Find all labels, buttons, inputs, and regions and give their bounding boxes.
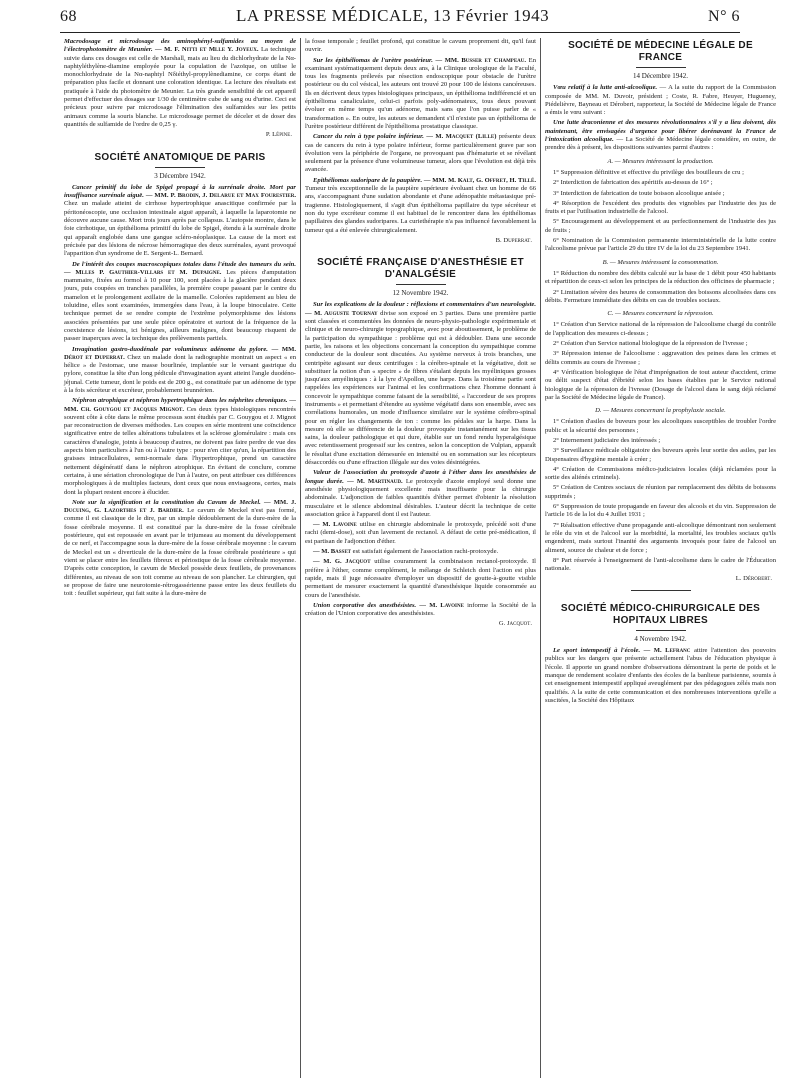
divider — [631, 590, 691, 591]
article-body: Chez un malade atteint de cirrhose hypertrophique anascitique confirmée par la péritonéoscopie, une occlusion intestinale aiguë apparaît, à laquelle la laparotomie ne découvre aucune cause. Mort trois jours après par collapsus. L'autopsie montre, dans le foie cirrhotique, un épithélioma primitif du lobe de Spigel, étendu à la surrénale droite qui apparaît englobée dans une gangue scléro-néoplasique. La cause de la mort est précisée par des lésions de nécrose hémorragique des deux surrénales, ayant provoqué l'apparition d'un syndrome de E. Sergent-L. Bernard. — [64, 200, 296, 258]
article-authors: — M. Martinaud. — [347, 477, 403, 485]
article-body: divise son exposé en 3 parties. Dans une première partie sont classées et commentées les données de neuro-physio-pathologie expérimentale et clinique et de neuro-chirurgie topographique, avec pour aboutissement, le problème de la participation du sympathique : problème qui est à dédoubler. Dans une seconde partie, les raisons et les objections concernant la conception du sympathique comme conducteur de la douleur sont discutées. Au système nerveux à trois branches, une centripète agissant sur deux centrifuges : la cérébro-spinale et la végétative, doit se substituer la notion d'un « spectre » de fibres s'étalant depuis les myéliniques grosses jusqu'aux amyéliniques : à la lyre d'Apollon, une harpe. Dans la troisième partie sont rappelées les expériences sur l'animal et les confirmations chez l'homme donnant à concevoir le sympathique comme faisant de la sensibilité, « l'accordeur de ses propres instruments » et permettant d'étendre au système végétatif dans son ensemble, avec ses corrélations humorales, un mode d'influence similaire sur le système cérébro-spinal pour en régler les changements de ton : comme les pédales sur la harpe. Dans la mesure où elle se différencie de la douleur provoquée instantanément sur les tissus sains, la douleur pathologique et qui dure, établie sur un fond rendu hyperalgésique avec retentissement progressif sur les centres, selon la conception de Vulpian, apparaît le résultat d'une excitation démesurée en intensité ou en sommation sur les récepteurs désaccordés ou d'une effraction illégale sur des voies désintégrées. — [305, 309, 537, 467]
measure-item: 3° Interdiction de fabrication de toute boisson alcoolique anisée ; — [553, 189, 725, 197]
measure-item: 6° Suppression de toute propagande en faveur des alcools et du vin. Suppression de l'article 16 de la loi du 4 Juillet 1931 ; — [545, 503, 776, 519]
measure-item: 4° Vérification biologique de l'état d'imprégnation de tout auteur d'accident, crime ou délit suspect d'état d'ébriété selon les bases établies par le Service national biologique de la répression de l'ivresse (Dosage de l'alcool dans le sang déjà réclamé par la Société de Médecine légale de France). — [545, 368, 776, 401]
measure-item: 4° Création de Commissions médico-judiciaires locales (déjà réclamées pour la sortie des aliénés criminels). — [545, 465, 776, 482]
signature: P. Lépine. — [265, 131, 292, 139]
article-authors: — MM. J. Ducuing, G. Lazorthes et J. Bardier. — [64, 498, 296, 515]
article — [64, 499, 296, 599]
article-body: — La Société de Médecine légale considère, en outre, de prendre dès à présent, les dispositions suivantes parmi d'autres : — [545, 136, 776, 152]
measure-item: 1° Création d'un Service national de la répression de l'alcoolisme chargé du contrôle de l'application des mesures ci-dessus ; — [545, 321, 776, 337]
article-body: présente deux cas de cancers du rein à type polaire inférieur, forme particulièrement grave par son évolution vers la périphérie de l'organe, ne provoquant pas d'hématurie et se révélant seulement par la présence d'une volumineuse tumeur, alors que l'évolution est déjà très avancée. — [305, 133, 536, 174]
article — [305, 558, 536, 599]
article — [64, 346, 296, 396]
article-body: est satisfait également de l'association rachi-protoxyde. — [352, 548, 499, 556]
article-list — [64, 184, 296, 599]
section-rule — [155, 167, 205, 168]
article — [305, 521, 536, 546]
section-rule — [636, 67, 686, 68]
article-title: Union corporative des anesthésistes. — [313, 601, 417, 609]
article — [64, 397, 296, 497]
article-authors: — M. Lavoine — [419, 601, 464, 609]
article-title: Une lutte draconienne et des mesures révolutionnaires s'il y a lieu doivent, dès maintenant, être envisagées d'urgence pour libérer dorénavant la France de l'intoxication alcoolique. — [545, 119, 776, 144]
article-body: — A la suite du rapport de la Commission composée de MM. M. Duvoir, président ; Coste, R. Fabre, Heuyer, Hugueney, Piédelièvre, Bayneau et Dérobert, rapporteur, la Société de Médecine légale de France a émis le vœu suivant : — [545, 84, 776, 117]
article-title: Macrodosage et microdosage des aminophényl-sulfamides au moyen de l'électrophotomètre de Meunier. — [64, 38, 296, 54]
measure-item: 2° Limitation sévère des heures de consommation des boissons alcoolisées dans ces débits. Fermeture immédiate des débits en cas de troubles sociaux. — [545, 288, 776, 304]
section-date: 14 Décembre 1942. — [632, 72, 688, 80]
article-authors: — M. F. Nitti et Mlle Y. Joyeux. — [155, 46, 259, 54]
article — [305, 177, 536, 235]
section-title: SOCIÉTÉ DE MÉDECINE LÉGALE DE FRANCE — [568, 40, 753, 63]
article-title: Note sur la signification et la constitution du Cavum de Meckel. — [72, 498, 261, 506]
issue-number: N° 6 — [708, 8, 740, 25]
article-authors: — MM. P. Brodin, J. Delarue et Max Fourestier. — [145, 192, 296, 200]
article-authors: — MM. Dérot et Duperrat. — [64, 345, 296, 361]
article-authors: — Mlles P. Gauthier-Villars et M. Dupaigne. — [64, 268, 222, 276]
measure-item: 3° Surveillance médicale obligatoire des buveurs après leur sortie des asiles, par les Dispensaires d'hygiène mentale à créer ; — [545, 447, 776, 463]
section-date: 4 Novembre 1942. — [634, 634, 687, 643]
article-title: Vœu relatif à la lutte anti-alcoolique. — [553, 84, 658, 92]
article — [305, 548, 536, 556]
section-date: 3 Décembre 1942. — [154, 171, 206, 180]
article-authors: — MM. Ch. Gouygou et Jacques Mignot. — [64, 397, 296, 413]
article — [545, 647, 776, 705]
measure-item: 2° Création d'un Service national biologique de la répression de l'ivresse ; — [553, 340, 748, 348]
article — [64, 38, 296, 129]
article-body: informe la Société de la création de l'Union corporative des anesthésistes. — [305, 601, 536, 618]
column-2 — [300, 38, 540, 1078]
article-list — [305, 57, 536, 235]
signature: B. Duperrat. — [495, 236, 532, 244]
signature: L. Dérobert. — [735, 575, 772, 583]
article-body: La technique suivie dans ces dosages est celle de Marshall, mais au lieu du dichlorhydrate de la Nα-naphtyléthylène-diamine employée pour la copulation de l'azoïque, on utilise le monochlorhydrate de la Nα-naphtyl Nδiéthyl-propylènediamine, ce corps étant de préparation plus facile et donnant une coloration identique. La lecture des résultats est pratiquée à l'aide du photomètre de Meunier. La très grande sensibilité de cet appareil permet d'effectuer des dosages sur 1/30 de centimètre cube de sang ou d'urine. Ceci est précieux pour suivre par microdosage l'élimination des sulfamides sur les petits animaux comme la souris blanche. Le microdosage permet de déceler et de doser des quantités de sulfamide de l'ordre de 0,25 γ. — [64, 46, 297, 128]
article — [305, 301, 536, 467]
article-title: Cancer du rein à type polaire inférieur. — [313, 133, 424, 141]
article — [545, 119, 776, 152]
article-title: Cancer primitif du lobe de Spigel propagé à la surrénale droite. Mort par insuffisance surrénale aiguë. — [64, 183, 296, 200]
article-authors: — MM. Busser et Champeau. — [435, 56, 527, 64]
measure-item: 8° Part réservée à l'enseignement de l'anti-alcoolisme dans le cadre de l'Éducation nationale. — [545, 556, 776, 573]
measure-item: 2° Internement judiciaire des intéressés ; — [553, 436, 661, 444]
measures-list — [545, 158, 776, 574]
article-authors: — M. Lavoine — [313, 521, 357, 529]
article-body: Chez un malade dont la radiographie montrait un aspect « en hélice » de l'estomac, une masse bourlinée, implantée sur le versant gastrique du pylore, constitue la tête d'un long pédicule d'invagination ayant atteint l'angle duodéno-jéjunal. Cette tumeur, dont le poids est de 200 g., est constituée par un adénome de type à la fois sécréteur et excréteur, probablement brunnérien. — [64, 353, 296, 394]
section-rule — [396, 284, 446, 285]
measure-item: 5° Encouragement au développement et au perfectionnement de l'industrie des jus de fruits ; — [545, 218, 776, 234]
article — [64, 261, 296, 344]
section-title: SOCIÉTÉ FRANÇAISE D'ANESTHÉSIE ET D'ANALGÉSIE — [317, 257, 524, 281]
measure-item: 7° Réalisation effective d'une propagande anti-alcoolique démontrant non seulement le rôle du vin et de l'alcool sur la morbidité, la mortalité, les troubles sociaux qu'ils engendrent, mais surtout l'inanité des arguments invoqués pour faire de l'alcool un aliment, source de chaleur et de force ; — [545, 521, 776, 554]
measure-item: 4° Résorption de l'excédent des produits des vignobles par l'industrie des jus de fruits et par l'utilisation industrielle de l'alcool. — [545, 199, 776, 216]
article-authors: — M. Lefranc — [643, 647, 691, 655]
article-title: Invagination gastro-duodénale par volumineux adénome du pylore. — [72, 345, 268, 353]
running-head — [60, 6, 740, 33]
article — [305, 57, 536, 132]
article-title: Sur les explications de la douleur : réflexions et commentaires d'un neurologiste. — [313, 301, 536, 309]
section-rule — [636, 630, 686, 631]
article — [545, 84, 776, 117]
column-1 — [60, 38, 300, 1078]
article-title: Le sport intempestif à l'école. — [553, 647, 641, 655]
article — [305, 133, 536, 174]
measure-item: 5° Création de Centres sociaux de réunion par remplacement des débits de boissons supprimés ; — [545, 484, 776, 500]
page-number: 68 — [60, 8, 77, 25]
measures-heading: D. — Mesures concernant la prophylaxie sociale. — [595, 407, 726, 415]
article-title: Sur les épithéliomas de l'urètre postérieur. — [313, 56, 433, 64]
measure-item: 1° Réduction du nombre des débits calculé sur la base de 1 débit pour 450 habitants et répartition de ceux-ci selon les principes de la réduction des officines de pharmacie ; — [545, 269, 776, 286]
article-authors: — M. G. Jacquot — [313, 558, 371, 566]
measure-item: 3° Répression intense de l'alcoolisme : aggravation des peines dans les crimes et délits commis au cours de l'ivresse ; — [545, 350, 776, 366]
measure-item: 6° Nomination de la Commission permanente interministérielle de la lutte contre l'alcoolisme prévue par l'article 29 du titre IV de la loi du 23 Septembre 1941. — [545, 237, 776, 253]
article-body: Tumeur très exceptionnelle de la paupière supérieure évoluant chez un homme de 66 ans, s'accompagnant d'une sudation abondante et d'une adénopathie métastasique pré-tragienne. Histologiquement, il s'agit d'un épithélioma papillaire du type sécréteur et non du type excréteur comme il est habituel de le rencontrer dans les épithéliomas papillaires des glandes sudoripares. La curiethérapie n'a pas influencé favorablement la tumeur qui a été enlevée chirurgicalement. — [305, 185, 536, 234]
measures-heading: C. — Mesures concernant la répression. — [607, 310, 714, 318]
article-list — [305, 301, 536, 618]
article-title: Valeur de l'association du protoxyde d'azote à l'éther dans les anesthésies de longue durée. — [305, 469, 536, 485]
column-3 — [540, 38, 780, 1078]
section-date: 12 Novembre 1942. — [392, 289, 449, 298]
article-body: Le cavum de Meckel n'est pas formé, comme il est classique de le dire, par un simple dédoublement de la dure-mère de la fosse cérébrale moyenne. Il est constitué par la dure-mère de la fosse cérébrale postérieure, qui est repoussée en avant par le trijumeau au moment du développement de ce nerf, et l'accompagne sous la dure-mère de la fosse cérébrale moyenne : le cavum de Meckel est un « diverticule de la dure-mère de la fosse cérébrale postérieure » qui vient se placer entre les feuillets fibreux et périostique de la fosse cérébrale moyenne. D'après cette conception, le cavum de Meckel possède deux feuillets, de provenances différentes, au niveau de son toit comme au niveau de son plancher. Le chirurgien, qui se propose de faire une neurotomie-rétrogassérienne passe entre les deux feuillets du toit : feuillet supérieur, qui fait suite à la dure-mère de — [64, 507, 296, 598]
article-body: Ces deux types histologiques rencontrés souvent côte à côte dans le même processus sont étudiés par C. Gouygou et J. Mignot par reconstruction de diverses méthodes. Les coupes en série montrent une coïncidence significative entre de telles altérations tubulaires et la sclérose glomérulaire : mais ces caractères d'analogie, joints à beaucoup d'autres, ne doivent pas faire perdre de vue des aspects bien particuliers à l'un ou à l'autre type : pour n'en citer qu'un, la répartition des graisses intracellulaires, semi-normale dans l'hypertrophique, prend un caractère nettement dégénératif dans le néphron atrophique. En évitant de conclure, comme certains, à une sériation chronologique de l'un à l'autre, on peut attribuer ces différences morphologiques à de multiples facteurs, dont ceux que nous envisageons, certes, mais dont la plupart restent encore à élucider. — [64, 405, 296, 496]
article-title: Epithéliomas sudoripare de la paupière. — [313, 176, 423, 184]
article — [64, 184, 296, 259]
measure-item: 1° Création d'asiles de buveurs pour les alcooliques susceptibles de troubler l'ordre public et la sécurité des personnes ; — [545, 418, 776, 434]
article-body: utilise en chirurgie abdominale le protoxyde, précédé soit d'une rachi (demi-dose), soit d'un lavement de rectanol. A défaut de cette pré-médication, il est partisan de l'adjonction d'éther. — [305, 521, 536, 545]
article-authors: — MM. M. Kalt, G. Offret, H. Tillé. — [423, 176, 536, 184]
article-body: attire l'attention des pouvoirs publics sur les dangers que présente actuellement l'abus de l'éducation physique à l'école. Il apporte un grand nombre d'observations démontrant la perte de poids et le manque de rendement scolaire d'enfants des écoles de la banlieue parisienne, soumis à cet enseignement intempestif appliqué aveuglément par des pédagogues zélés mais non qualifiés. A la suite de cette communication et des nombreuses interventions qu'elle a suscitées, la Société des Hôpitaux — [545, 647, 776, 704]
article-title: Néphron atrophique et néphron hypertrophique dans les néphrites chroniques. — [72, 397, 288, 405]
article-continuation: la fosse temporale ; feuillet profond, qui constitue le cavum proprement dit, qu'il faut ouvrir. — [305, 38, 536, 54]
measures-heading: B. — Mesures intéressant la consommation. — [602, 258, 719, 266]
article-authors: — M. Basset — [313, 548, 352, 556]
signature: G. Jacquot. — [498, 620, 532, 628]
article — [305, 469, 536, 519]
article-title: De l'intérêt des coupes macroscopiques totales dans l'étude des tumeurs du sein. — [72, 260, 296, 268]
article-body: Le protoxyde d'azote employé seul donne une anesthésie physiologiquement excellente mais insuffisante pour la chirurgie abdominale. L'adjonction de faibles quantités d'éther permet d'obtenir la résolution musculaire et le silence abdominal désirables. L'auteur décrit la technique de cette association grâce à l'appareil dont il est l'auteur. — [305, 477, 537, 518]
article-body: En examinant systématiquement depuis deux ans, à la Clinique urologique de la Faculté, tous les fragments prélevés par résection endoscopique pour obstacle de l'urètre postérieur ou du col vésical, les auteurs ont trouvé 20 pour 100 de lésions cancéreuses. Ils en décrivent deux types histologiques principaux, un épithélioma indifférencié et un épithélioma canaliculaire, celui-ci parfois poly-adénomateux, tous deux pouvant évoluer en même temps qu'un adénome, mais sans que l'on puisse parler de « transformation ». En outre, les auteurs se demandent s'il n'existe pas un épithélioma de l'urètre postérieur différent de l'épithélioma prostatique classique. — [305, 56, 536, 130]
section-title: SOCIÉTÉ MÉDICO-CHIRURGICALE DES HOPITAUX LIBRES — [560, 602, 761, 626]
article-authors: — M. Auguste Tournay — [305, 309, 378, 317]
measure-item: 1° Suppression définitive et effective du privilège des bouilleurs de cru ; — [553, 168, 744, 176]
article-body: utilise couramment la combinaison rectanol-protoxyde. Il préfère à l'éther, comme complément, le mélange de Schleich dont l'action est plus rapide, mais il juge nécessaire d'employer un dispositif de goutte-à-goutte visible permettant de mesurer exactement la quantité d'anesthésique liquide consommée au cours de l'anesthésie. — [305, 558, 536, 599]
journal-title: LA PRESSE MÉDICALE, 13 Février 1943 — [235, 6, 550, 25]
measure-item: 2° Interdiction de fabrication des apéritifs au-dessus de 16° ; — [553, 179, 713, 187]
measures-heading: A. — Mesures intéressant la production. — [607, 157, 714, 165]
article-body: Les pièces d'amputation mammaire, fixées au formol à 10 pour 100, sont placées à la glacière pendant deux jours, puis coupées en tranches parallèles, la première coupe passant par le centre du mamelon et le prolongement axillaire de la mamelle. Colorées rapidement au bleu de toluidine, elles sont examinées, immergées dans l'eau, à la loupe binoculaire. Cette technique permet de se rendre compte de l'extrême polymorphisme des lésions associées présentées par une seule pièce opératoire et surtout de la fréquence de la coexistence de lésions, ici bénignes, ailleurs malignes, dont beaucoup risquent de passer inaperçues avec la technique des prélèvements partiels. — [64, 268, 296, 343]
section-title: SOCIÉTÉ ANATOMIQUE DE PARIS — [94, 151, 266, 163]
article — [305, 602, 536, 619]
columns — [60, 38, 790, 1078]
article-authors: — M. Macquet (Lille) — [426, 133, 497, 141]
